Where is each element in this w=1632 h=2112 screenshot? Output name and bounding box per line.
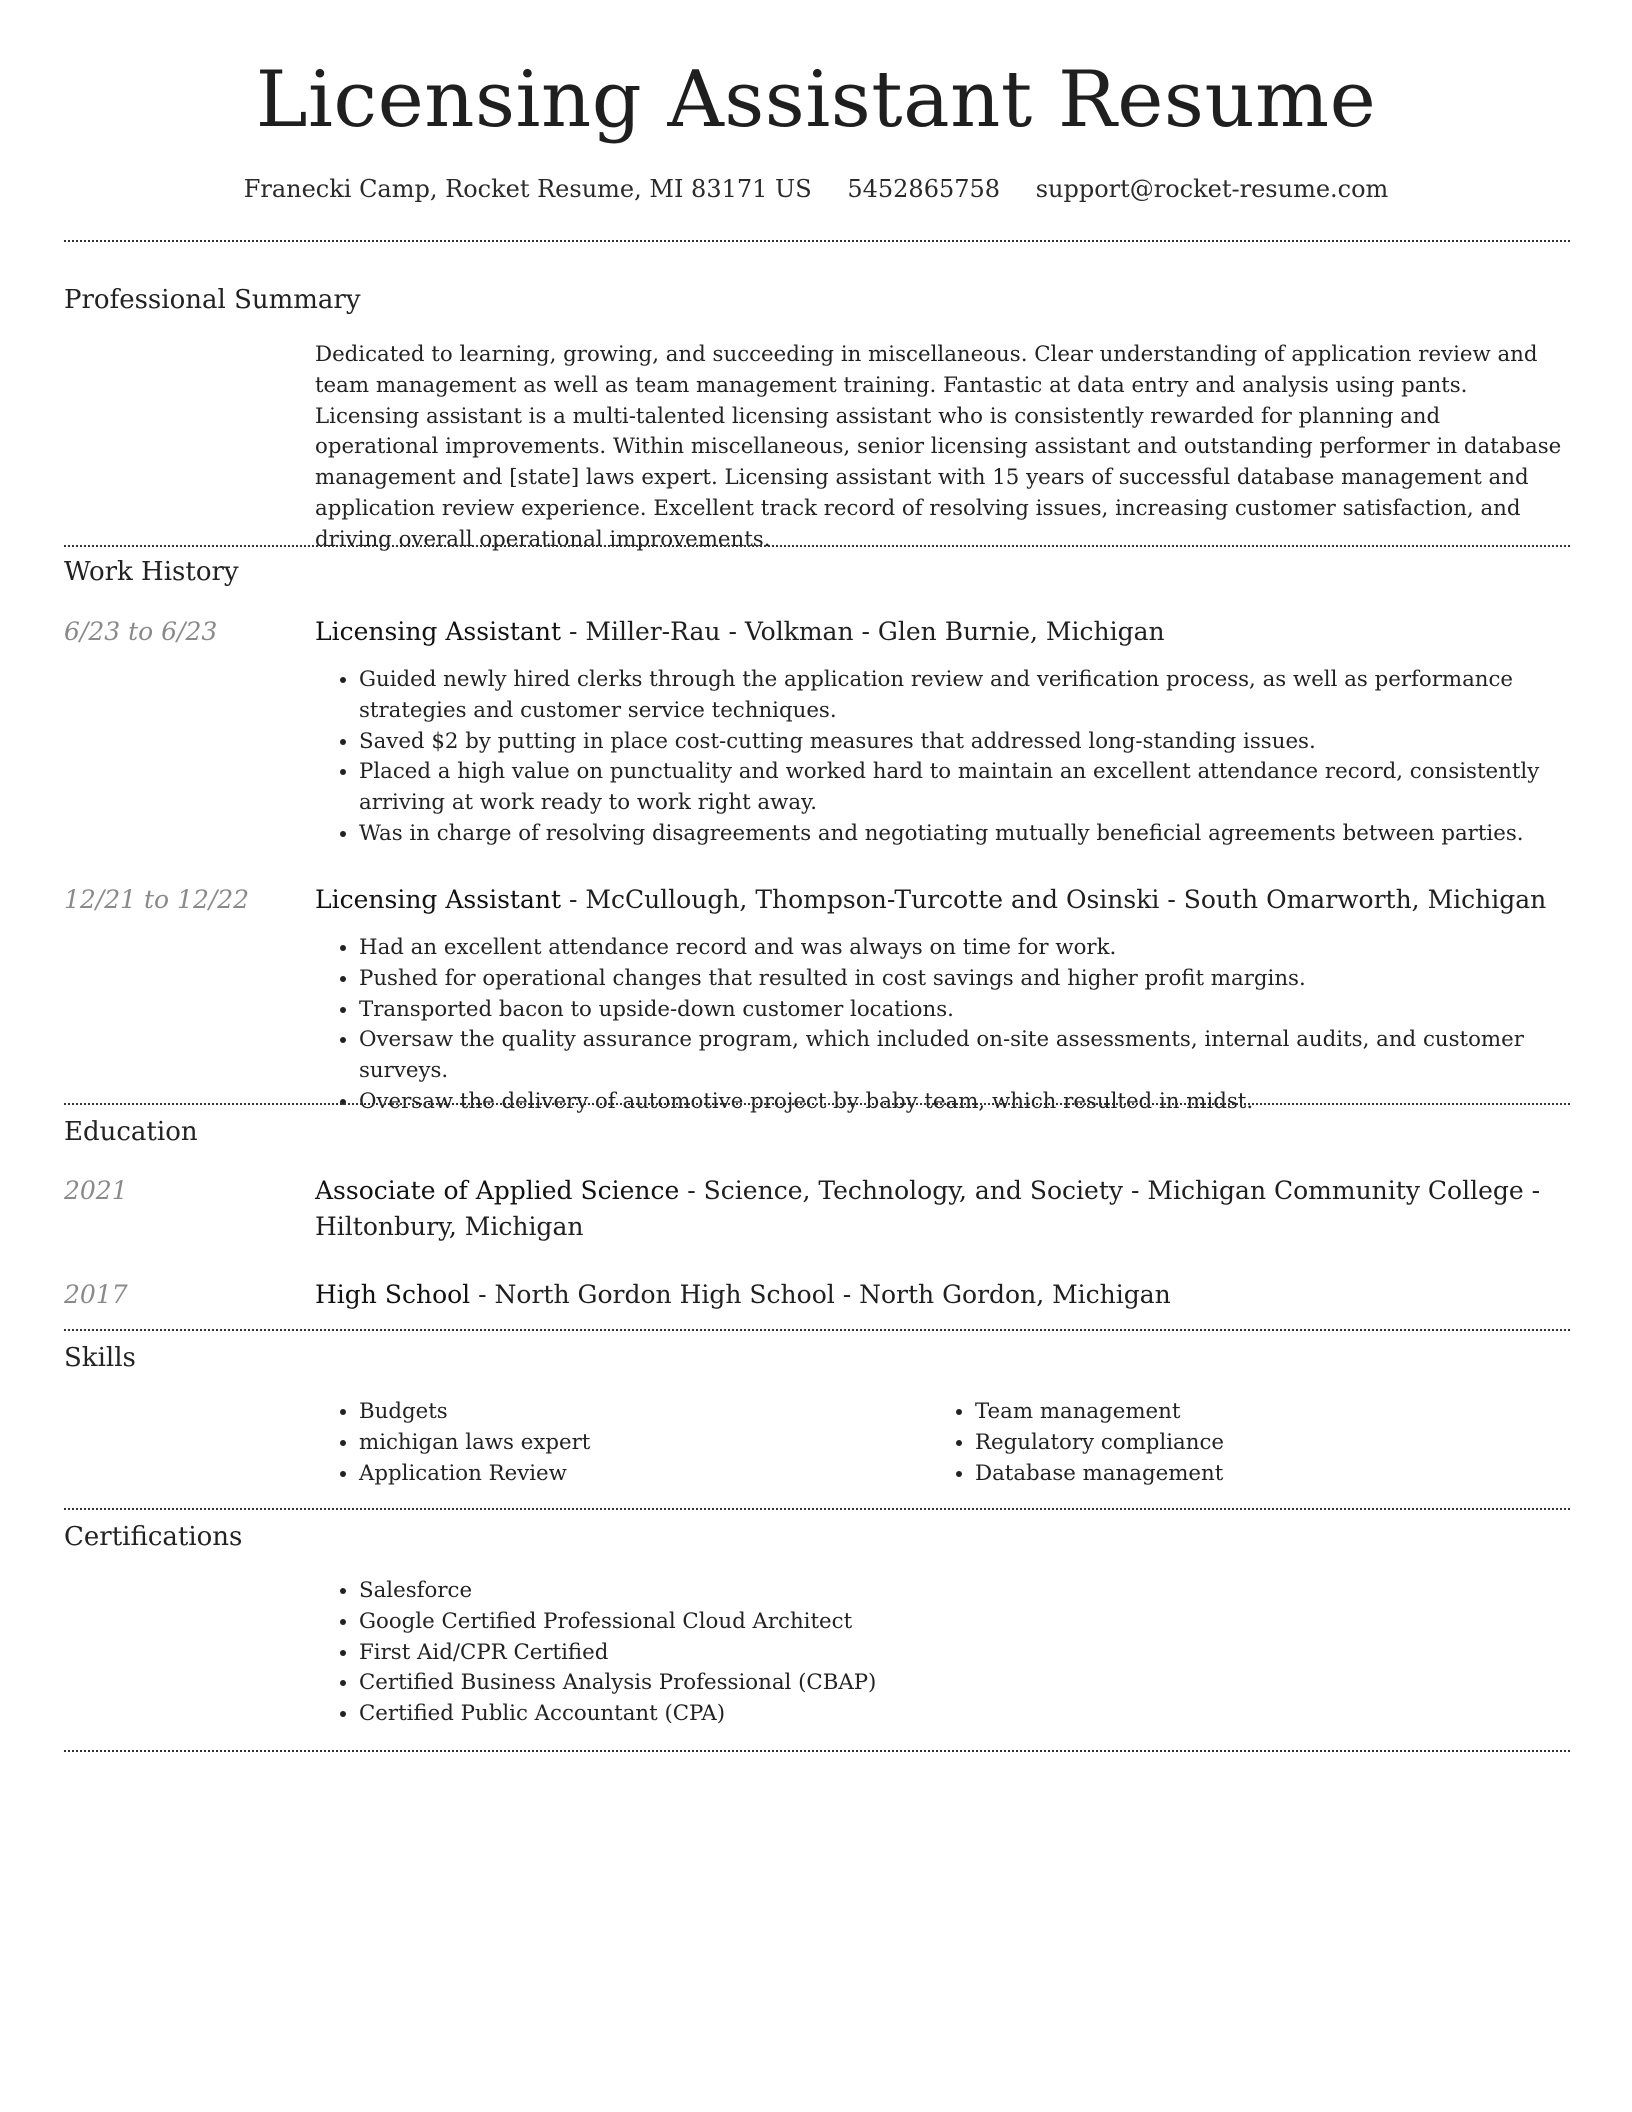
skill-item: • Team management [975, 1397, 1632, 1428]
list-item: • Oversaw the delivery of automotive project by baby team, which resulted in midst. [359, 1087, 1614, 1118]
section-title-certifications: Certifications [64, 1522, 243, 1552]
divider [64, 1103, 1570, 1105]
section-title-skills: Skills [64, 1343, 136, 1373]
skills-list-right [931, 1397, 1632, 1489]
job-title [315, 614, 1570, 650]
certifications-list [315, 1576, 1614, 1730]
skill-item: • Application Review [359, 1459, 1614, 1490]
education-entry [315, 1277, 1570, 1313]
education-school: - North Gordon High School - North Gordon, Michigan [470, 1280, 1171, 1309]
job-dates: 6/23 to 6/23 [64, 617, 218, 646]
certification-item: • Google Certified Professional Cloud Architect [359, 1607, 1614, 1638]
divider [64, 545, 1570, 547]
education-year: 2017 [64, 1280, 128, 1309]
job-bullets [315, 665, 1614, 850]
divider [64, 240, 1570, 242]
certification-item: • First Aid/CPR Certified [359, 1638, 1614, 1669]
job-bullets [315, 933, 1614, 1118]
skill-item: • michigan laws expert [359, 1428, 1614, 1459]
certification-item: • Salesforce [359, 1576, 1614, 1607]
list-item: • Placed a high value on punctuality and worked hard to maintain an excellent attendance record, consistently arriving at work ready to work right away. [359, 757, 1614, 819]
contact-email: support@rocket-resume.com [1035, 175, 1389, 203]
education-entry [315, 1173, 1570, 1245]
divider [64, 1329, 1570, 1331]
list-item: • Was in charge of resolving disagreements and negotiating mutually beneficial agreements between parties. [359, 819, 1614, 850]
summary-text: Dedicated to learning, growing, and succeeding in miscellaneous. Clear understanding of application review and team management as well as team management training. Fantastic at data entry and analysis using pants. Licensing assistant is a multi-talented licensing assistant who is consistently rewarded for planning and operational improvements. Within miscellaneous, senior licensing assistant and outstanding performer in database management and [state] laws expert. Licensing assistant with 15 years of successful database management and application review experience. Excellent track record of resolving issues, increasing customer satisfaction, and driving overall operational improvements. [315, 342, 1562, 552]
job-role: Licensing Assistant [315, 885, 562, 914]
education-degree: High School [315, 1280, 471, 1309]
job-title [315, 882, 1570, 918]
contact-address: Franecki Camp, Rocket Resume, MI 83171 US [243, 175, 812, 203]
list-item: • Transported bacon to upside-down customer locations. [359, 995, 1614, 1026]
skill-item: • Budgets [359, 1397, 1614, 1428]
job-role: Licensing Assistant [315, 617, 562, 646]
divider [64, 1508, 1570, 1510]
certification-item: • Certified Public Accountant (CPA) [359, 1699, 1614, 1730]
list-item: • Oversaw the quality assurance program, which included on-site assessments, internal audits, and customer surveys. [359, 1025, 1614, 1087]
resume-title: Licensing Assistant Resume [255, 55, 1377, 145]
education-year: 2021 [64, 1176, 128, 1205]
section-title-work: Work History [64, 557, 239, 587]
job-employer: - McCullough, Thompson-Turcotte and Osinski - South Omarworth, Michigan [561, 885, 1547, 914]
list-item: • Pushed for operational changes that resulted in cost savings and higher profit margins. [359, 964, 1614, 995]
contact-line [0, 170, 1632, 208]
certification-item: • Certified Business Analysis Professional (CBAP) [359, 1668, 1614, 1699]
section-title-summary: Professional Summary [64, 285, 361, 315]
skill-item: • Regulatory compliance [975, 1428, 1632, 1459]
list-item: • Guided newly hired clerks through the application review and verification process, as well as performance strategies and customer service techniques. [359, 665, 1614, 727]
section-title-education: Education [64, 1117, 198, 1147]
divider [64, 1750, 1570, 1752]
contact-phone: 5452865758 [847, 175, 1001, 203]
list-item: • Saved $2 by putting in place cost-cutting measures that addressed long-standing issues. [359, 727, 1614, 758]
job-employer: - Miller-Rau - Volkman - Glen Burnie, Michigan [561, 617, 1165, 646]
education-degree: Associate of Applied Science [315, 1176, 680, 1205]
skill-item: • Database management [975, 1459, 1632, 1490]
list-item: • Had an excellent attendance record and was always on time for work. [359, 933, 1614, 964]
job-dates: 12/21 to 12/22 [64, 885, 250, 914]
education-school: - Science, Technology, and Society - Michigan Community College - Hiltonbury, Michigan [315, 1176, 1541, 1241]
